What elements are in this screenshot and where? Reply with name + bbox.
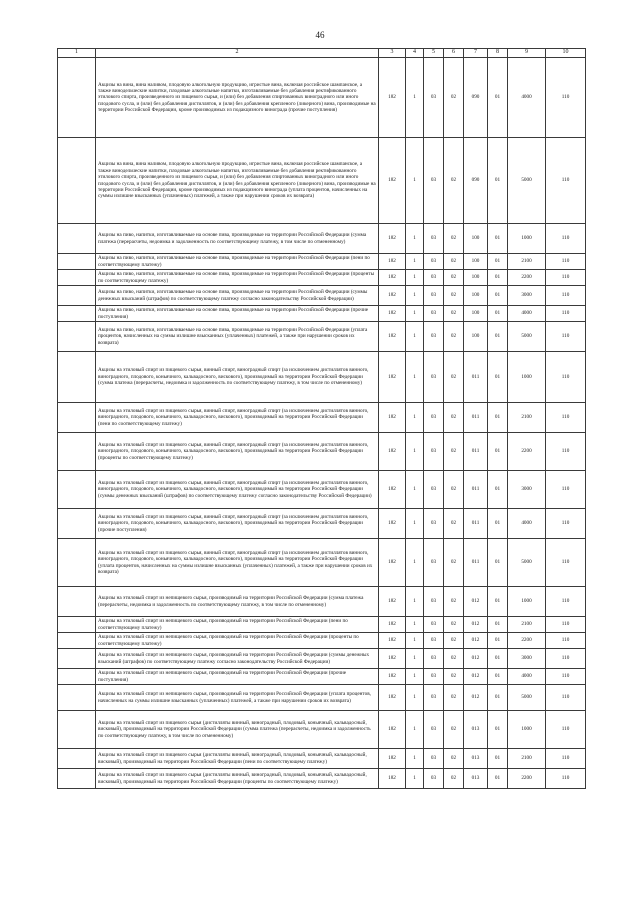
row-number-cell bbox=[58, 270, 96, 286]
code-cell: 012 bbox=[464, 633, 488, 649]
code-cell: 1 bbox=[406, 471, 424, 509]
table-row bbox=[58, 471, 586, 509]
code-cell: 02 bbox=[444, 749, 464, 769]
code-cell: 03 bbox=[424, 769, 444, 789]
code-cell: 110 bbox=[546, 711, 586, 749]
code-cell: 110 bbox=[546, 224, 586, 254]
code-cell: 2100 bbox=[508, 403, 546, 433]
code-cell: 1 bbox=[406, 403, 424, 433]
code-cell: 182 bbox=[379, 58, 406, 138]
code-cell: 03 bbox=[424, 749, 444, 769]
code-cell: 01 bbox=[488, 403, 508, 433]
code-cell: 2200 bbox=[508, 769, 546, 789]
income-description-cell: Акцизы на этиловый спирт из пищевого сырья, винный спирт, виноградный спирт (за исключением дистиллятов винного, виноградного, плодового, коньячного, кальвадосного, вискового), производимый на территории Российской Федерации (пени по соответствующему платежу) bbox=[96, 403, 379, 433]
code-cell: 02 bbox=[444, 649, 464, 669]
code-cell: 013 bbox=[464, 749, 488, 769]
row-number-cell bbox=[58, 669, 96, 685]
code-cell: 012 bbox=[464, 685, 488, 711]
row-number-cell bbox=[58, 433, 96, 471]
income-description-cell: Акцизы на этиловый спирт из пищевого сырья (дистилляты винный, виноградный, плодовый, коньячный, кальвадосный, висковый), производимый на территории Российской Федерации (пени по соответствующему платежу) bbox=[96, 749, 379, 769]
code-cell: 01 bbox=[488, 286, 508, 306]
code-cell: 100 bbox=[464, 224, 488, 254]
column-number: 5 bbox=[424, 49, 444, 58]
code-cell: 1 bbox=[406, 539, 424, 587]
code-cell: 03 bbox=[424, 633, 444, 649]
code-cell: 011 bbox=[464, 352, 488, 403]
code-cell: 02 bbox=[444, 617, 464, 633]
code-cell: 03 bbox=[424, 322, 444, 352]
code-cell: 2100 bbox=[508, 749, 546, 769]
code-cell: 110 bbox=[546, 270, 586, 286]
table-row bbox=[58, 433, 586, 471]
column-number: 4 bbox=[406, 49, 424, 58]
code-cell: 4000 bbox=[508, 306, 546, 322]
code-cell: 182 bbox=[379, 306, 406, 322]
code-cell: 013 bbox=[464, 711, 488, 749]
code-cell: 02 bbox=[444, 685, 464, 711]
table-row bbox=[58, 669, 586, 685]
code-cell: 1000 bbox=[508, 224, 546, 254]
code-cell: 110 bbox=[546, 306, 586, 322]
code-cell: 2100 bbox=[508, 254, 546, 270]
row-number-cell bbox=[58, 352, 96, 403]
row-number-cell bbox=[58, 306, 96, 322]
table-row bbox=[58, 306, 586, 322]
income-description-cell: Акцизы на пиво, напитки, изготавливаемые на основе пива, производимые на территории Российской Федерации (прочие поступления) bbox=[96, 306, 379, 322]
row-number-cell bbox=[58, 633, 96, 649]
code-cell: 011 bbox=[464, 509, 488, 539]
code-cell: 03 bbox=[424, 669, 444, 685]
table-row bbox=[58, 769, 586, 789]
income-description-cell: Акцизы на этиловый спирт из пищевого сырья, винный спирт, виноградный спирт (за исключением дистиллятов винного, виноградного, плодового, коньячного, кальвадосного, вискового), производимый на территории Российской Федерации (прочие поступления) bbox=[96, 509, 379, 539]
column-number: 2 bbox=[96, 49, 379, 58]
code-cell: 1 bbox=[406, 587, 424, 617]
code-cell: 110 bbox=[546, 471, 586, 509]
row-number-cell bbox=[58, 471, 96, 509]
income-description-cell: Акцизы на пиво, напитки, изготавливаемые на основе пива, производимые на территории Российской Федерации (пени по соответствующему платежу) bbox=[96, 254, 379, 270]
code-cell: 03 bbox=[424, 58, 444, 138]
table-row bbox=[58, 539, 586, 587]
code-cell: 5000 bbox=[508, 138, 546, 224]
code-cell: 182 bbox=[379, 254, 406, 270]
code-cell: 3000 bbox=[508, 286, 546, 306]
code-cell: 011 bbox=[464, 539, 488, 587]
code-cell: 182 bbox=[379, 711, 406, 749]
code-cell: 182 bbox=[379, 649, 406, 669]
code-cell: 100 bbox=[464, 286, 488, 306]
table-row bbox=[58, 352, 586, 403]
code-cell: 01 bbox=[488, 649, 508, 669]
code-cell: 1 bbox=[406, 633, 424, 649]
code-cell: 03 bbox=[424, 433, 444, 471]
code-cell: 03 bbox=[424, 471, 444, 509]
code-cell: 110 bbox=[546, 649, 586, 669]
income-description-cell: Акцизы на этиловый спирт из непищевого сырья, производимый на территории Российской Федерации (уплата процентов, начисленных на суммы излишне взысканных (уплаченных) платежей, а также при нарушении сроков их возврата) bbox=[96, 685, 379, 711]
row-number-cell bbox=[58, 58, 96, 138]
code-cell: 03 bbox=[424, 539, 444, 587]
code-cell: 03 bbox=[424, 286, 444, 306]
code-cell: 02 bbox=[444, 633, 464, 649]
code-cell: 4000 bbox=[508, 669, 546, 685]
column-number: 3 bbox=[379, 49, 406, 58]
code-cell: 01 bbox=[488, 471, 508, 509]
code-cell: 02 bbox=[444, 433, 464, 471]
code-cell: 3000 bbox=[508, 649, 546, 669]
code-cell: 1 bbox=[406, 669, 424, 685]
table-row bbox=[58, 617, 586, 633]
code-cell: 110 bbox=[546, 769, 586, 789]
income-description-cell: Акцизы на этиловый спирт из непищевого сырья, производимый на территории Российской Федерации (проценты по соответствующему платежу) bbox=[96, 633, 379, 649]
column-number: 8 bbox=[488, 49, 508, 58]
table-row bbox=[58, 270, 586, 286]
column-number: 9 bbox=[508, 49, 546, 58]
table-row bbox=[58, 509, 586, 539]
code-cell: 110 bbox=[546, 286, 586, 306]
code-cell: 03 bbox=[424, 617, 444, 633]
code-cell: 03 bbox=[424, 352, 444, 403]
code-cell: 01 bbox=[488, 322, 508, 352]
code-cell: 03 bbox=[424, 138, 444, 224]
column-number: 6 bbox=[444, 49, 464, 58]
income-description-cell: Акцизы на пиво, напитки, изготавливаемые на основе пива, производимые на территории Российской Федерации (проценты по соответствующему платежу) bbox=[96, 270, 379, 286]
code-cell: 100 bbox=[464, 322, 488, 352]
code-cell: 02 bbox=[444, 509, 464, 539]
code-cell: 182 bbox=[379, 352, 406, 403]
code-cell: 110 bbox=[546, 539, 586, 587]
table-row bbox=[58, 749, 586, 769]
code-cell: 01 bbox=[488, 433, 508, 471]
row-number-cell bbox=[58, 649, 96, 669]
code-cell: 03 bbox=[424, 224, 444, 254]
code-cell: 02 bbox=[444, 306, 464, 322]
code-cell: 02 bbox=[444, 769, 464, 789]
code-cell: 03 bbox=[424, 685, 444, 711]
code-cell: 2200 bbox=[508, 633, 546, 649]
code-cell: 1 bbox=[406, 769, 424, 789]
code-cell: 100 bbox=[464, 254, 488, 270]
table-row bbox=[58, 633, 586, 649]
code-cell: 02 bbox=[444, 138, 464, 224]
code-cell: 1 bbox=[406, 224, 424, 254]
code-cell: 012 bbox=[464, 617, 488, 633]
row-number-cell bbox=[58, 224, 96, 254]
code-cell: 110 bbox=[546, 669, 586, 685]
table-header-row bbox=[58, 49, 586, 58]
row-number-cell bbox=[58, 509, 96, 539]
code-cell: 01 bbox=[488, 270, 508, 286]
code-cell: 03 bbox=[424, 509, 444, 539]
table-row bbox=[58, 254, 586, 270]
code-cell: 03 bbox=[424, 306, 444, 322]
code-cell: 182 bbox=[379, 617, 406, 633]
income-description-cell: Акцизы на этиловый спирт из непищевого сырья, производимый на территории Российской Федерации (прочие поступления) bbox=[96, 669, 379, 685]
code-cell: 011 bbox=[464, 403, 488, 433]
code-cell: 110 bbox=[546, 617, 586, 633]
table-row bbox=[58, 58, 586, 138]
code-cell: 1 bbox=[406, 254, 424, 270]
code-cell: 03 bbox=[424, 587, 444, 617]
code-cell: 03 bbox=[424, 711, 444, 749]
code-cell: 1 bbox=[406, 352, 424, 403]
table-row bbox=[58, 587, 586, 617]
code-cell: 01 bbox=[488, 633, 508, 649]
code-cell: 02 bbox=[444, 254, 464, 270]
code-cell: 182 bbox=[379, 587, 406, 617]
code-cell: 2200 bbox=[508, 270, 546, 286]
code-cell: 1 bbox=[406, 749, 424, 769]
table-row bbox=[58, 649, 586, 669]
code-cell: 110 bbox=[546, 509, 586, 539]
code-cell: 3000 bbox=[508, 471, 546, 509]
income-description-cell: Акцизы на этиловый спирт из пищевого сырья, винный спирт, виноградный спирт (за исключением дистиллятов винного, виноградного, плодового, коньячного, кальвадосного, вискового), производимый на территории Российской Федерации (сумма платежа (перерасчеты, недоимка и задолженность по соответствующему платежу, в том числе по отмененному) bbox=[96, 352, 379, 403]
table-row bbox=[58, 322, 586, 352]
code-cell: 110 bbox=[546, 749, 586, 769]
code-cell: 1000 bbox=[508, 711, 546, 749]
code-cell: 1 bbox=[406, 509, 424, 539]
code-cell: 5000 bbox=[508, 685, 546, 711]
code-cell: 03 bbox=[424, 254, 444, 270]
code-cell: 4000 bbox=[508, 509, 546, 539]
code-cell: 011 bbox=[464, 433, 488, 471]
code-cell: 02 bbox=[444, 669, 464, 685]
code-cell: 01 bbox=[488, 509, 508, 539]
table-body bbox=[58, 49, 586, 789]
code-cell: 182 bbox=[379, 769, 406, 789]
code-cell: 110 bbox=[546, 138, 586, 224]
income-description-cell: Акцизы на вина, вина наливом, плодовую алкогольную продукцию, игристые вина, включая российское шампанское, а также винодельческие напитки, плодовые алкогольные напитки, изготавливаемые без добавления ректификованного этилового спирта, произведенного из пищевого сырья, и (или) без добавления спиртованных виноградного или иного плодового сусла, и (или) без добавления дистиллятов, и (или) без добавления крепленого (ликерного) вина, производимые на территории Российской Федерации, кроме производимых из подакцизного винограда (прочие поступления) bbox=[96, 58, 379, 138]
code-cell: 110 bbox=[546, 58, 586, 138]
code-cell: 011 bbox=[464, 471, 488, 509]
row-number-cell bbox=[58, 749, 96, 769]
table-row bbox=[58, 286, 586, 306]
income-description-cell: Акцизы на этиловый спирт из пищевого сырья (дистилляты винный, виноградный, плодовый, коньячный, кальвадосный, висковый), производимый на территории Российской Федерации (проценты по соответствующему платежу) bbox=[96, 769, 379, 789]
code-cell: 110 bbox=[546, 403, 586, 433]
code-cell: 02 bbox=[444, 471, 464, 509]
code-cell: 1 bbox=[406, 649, 424, 669]
code-cell: 2200 bbox=[508, 433, 546, 471]
row-number-cell bbox=[58, 138, 96, 224]
page-number: 46 bbox=[315, 30, 325, 40]
code-cell: 1 bbox=[406, 685, 424, 711]
code-cell: 182 bbox=[379, 138, 406, 224]
code-cell: 182 bbox=[379, 633, 406, 649]
income-description-cell: Акцизы на этиловый спирт из пищевого сырья, винный спирт, виноградный спирт (за исключением дистиллятов винного, виноградного, плодового, коньячного, кальвадосного, вискового), производимый на территории Российской Федерации (проценты по соответствующему платежу) bbox=[96, 433, 379, 471]
code-cell: 182 bbox=[379, 433, 406, 471]
code-cell: 01 bbox=[488, 138, 508, 224]
code-cell: 1 bbox=[406, 617, 424, 633]
income-description-cell: Акцизы на этиловый спирт из непищевого сырья, производимый на территории Российской Федерации (суммы денежных взысканий (штрафов) по соответствующему платежу согласно законодательству Российской Федерации) bbox=[96, 649, 379, 669]
code-cell: 090 bbox=[464, 58, 488, 138]
code-cell: 182 bbox=[379, 539, 406, 587]
income-description-cell: Акцизы на пиво, напитки, изготавливаемые на основе пива, производимые на территории Российской Федерации (уплата процентов, начисленных на суммы излишне взысканных (уплаченных) платежей, а также при нарушении сроков их возврата) bbox=[96, 322, 379, 352]
code-cell: 1000 bbox=[508, 587, 546, 617]
income-description-cell: Акцизы на этиловый спирт из непищевого сырья, производимый на территории Российской Федерации (сумма платежа (перерасчеты, недоимка и задолженность по соответствующему платежу, в том числе по отмененному) bbox=[96, 587, 379, 617]
income-description-cell: Акцизы на пиво, напитки, изготавливаемые на основе пива, производимые на территории Российской Федерации (сумма платежа (перерасчеты, недоимка и задолженность по соответствующему платежу, в том числе по отмененному) bbox=[96, 224, 379, 254]
code-cell: 182 bbox=[379, 224, 406, 254]
code-cell: 02 bbox=[444, 539, 464, 587]
code-cell: 02 bbox=[444, 711, 464, 749]
code-cell: 012 bbox=[464, 669, 488, 685]
code-cell: 01 bbox=[488, 224, 508, 254]
column-number: 10 bbox=[546, 49, 586, 58]
code-cell: 1000 bbox=[508, 352, 546, 403]
code-cell: 03 bbox=[424, 649, 444, 669]
income-description-cell: Акцизы на этиловый спирт из пищевого сырья (дистилляты винный, виноградный, плодовый, коньячный, кальвадосный, висковый), производимый на территории Российской Федерации (сумма платежа (перерасчеты, недоимка и задолженность по соответствующему платежу, в том числе по отмененному) bbox=[96, 711, 379, 749]
code-cell: 1 bbox=[406, 58, 424, 138]
code-cell: 01 bbox=[488, 749, 508, 769]
income-description-cell: Акцизы на этиловый спирт из пищевого сырья, винный спирт, виноградный спирт (за исключением дистиллятов винного, виноградного, плодового, коньячного, кальвадосного, вискового), производимый на территории Российской Федерации (суммы денежных взысканий (штрафов) по соответствующему платежу согласно законодательству Российской Федерации) bbox=[96, 471, 379, 509]
code-cell: 02 bbox=[444, 270, 464, 286]
code-cell: 01 bbox=[488, 352, 508, 403]
code-cell: 182 bbox=[379, 749, 406, 769]
code-cell: 182 bbox=[379, 669, 406, 685]
code-cell: 110 bbox=[546, 322, 586, 352]
table-row bbox=[58, 711, 586, 749]
code-cell: 02 bbox=[444, 322, 464, 352]
code-cell: 182 bbox=[379, 471, 406, 509]
code-cell: 01 bbox=[488, 306, 508, 322]
code-cell: 182 bbox=[379, 685, 406, 711]
code-cell: 02 bbox=[444, 286, 464, 306]
row-number-cell bbox=[58, 711, 96, 749]
code-cell: 01 bbox=[488, 58, 508, 138]
code-cell: 01 bbox=[488, 685, 508, 711]
code-cell: 02 bbox=[444, 403, 464, 433]
income-description-cell: Акцизы на вина, вина наливом, плодовую алкогольную продукцию, игристые вина, включая российское шампанское, а также винодельческие напитки, плодовые алкогольные напитки, изготавливаемые без добавления ректификованного этилового спирта, произведенного из пищевого сырья, и (или) без добавления спиртованных виноградного или иного плодового сусла, и (или) без добавления дистиллятов, и (или) без добавления крепленого (ликерного) вина, производимые на территории Российской Федерации, кроме производимых из подакцизного винограда (уплата процентов, начисленных на суммы излишне взысканных (уплаченных) платежей, а также при нарушении сроков их возврата) bbox=[96, 138, 379, 224]
code-cell: 01 bbox=[488, 587, 508, 617]
budget-code-table bbox=[57, 48, 586, 789]
code-cell: 110 bbox=[546, 633, 586, 649]
code-cell: 182 bbox=[379, 270, 406, 286]
income-description-cell: Акцизы на этиловый спирт из непищевого сырья, производимый на территории Российской Федерации (пени по соответствующему платежу) bbox=[96, 617, 379, 633]
code-cell: 01 bbox=[488, 254, 508, 270]
code-cell: 01 bbox=[488, 539, 508, 587]
code-cell: 03 bbox=[424, 403, 444, 433]
code-cell: 02 bbox=[444, 224, 464, 254]
code-cell: 01 bbox=[488, 769, 508, 789]
code-cell: 02 bbox=[444, 587, 464, 617]
code-cell: 013 bbox=[464, 769, 488, 789]
code-cell: 1 bbox=[406, 306, 424, 322]
income-description-cell: Акцизы на пиво, напитки, изготавливаемые на основе пива, производимые на территории Российской Федерации (суммы денежных взысканий (штрафов) по соответствующему платежу согласно законодательству Российской Федерации) bbox=[96, 286, 379, 306]
code-cell: 01 bbox=[488, 711, 508, 749]
code-cell: 1 bbox=[406, 138, 424, 224]
code-cell: 110 bbox=[546, 685, 586, 711]
income-description-cell: Акцизы на этиловый спирт из пищевого сырья, винный спирт, виноградный спирт (за исключением дистиллятов винного, виноградного, плодового, коньячного, кальвадосного, вискового), производимый на территории Российской Федерации (уплата процентов, начисленных на суммы излишне взысканных (уплаченных) платежей, а также при нарушении сроков их возврата) bbox=[96, 539, 379, 587]
code-cell: 1 bbox=[406, 711, 424, 749]
code-cell: 182 bbox=[379, 509, 406, 539]
code-cell: 110 bbox=[546, 433, 586, 471]
code-cell: 03 bbox=[424, 270, 444, 286]
code-cell: 01 bbox=[488, 669, 508, 685]
code-cell: 5000 bbox=[508, 322, 546, 352]
code-cell: 01 bbox=[488, 617, 508, 633]
row-number-cell bbox=[58, 769, 96, 789]
code-cell: 100 bbox=[464, 270, 488, 286]
code-cell: 090 bbox=[464, 138, 488, 224]
code-cell: 100 bbox=[464, 306, 488, 322]
code-cell: 5000 bbox=[508, 539, 546, 587]
column-number: 1 bbox=[58, 49, 96, 58]
code-cell: 02 bbox=[444, 352, 464, 403]
code-cell: 4000 bbox=[508, 58, 546, 138]
row-number-cell bbox=[58, 322, 96, 352]
row-number-cell bbox=[58, 403, 96, 433]
code-cell: 182 bbox=[379, 322, 406, 352]
code-cell: 1 bbox=[406, 286, 424, 306]
code-cell: 110 bbox=[546, 352, 586, 403]
code-cell: 02 bbox=[444, 58, 464, 138]
row-number-cell bbox=[58, 539, 96, 587]
row-number-cell bbox=[58, 685, 96, 711]
code-cell: 182 bbox=[379, 403, 406, 433]
table-row bbox=[58, 224, 586, 254]
table-row bbox=[58, 403, 586, 433]
row-number-cell bbox=[58, 587, 96, 617]
table-row bbox=[58, 138, 586, 224]
row-number-cell bbox=[58, 254, 96, 270]
code-cell: 110 bbox=[546, 254, 586, 270]
code-cell: 012 bbox=[464, 649, 488, 669]
code-cell: 2100 bbox=[508, 617, 546, 633]
code-cell: 182 bbox=[379, 286, 406, 306]
column-number: 7 bbox=[464, 49, 488, 58]
code-cell: 110 bbox=[546, 587, 586, 617]
row-number-cell bbox=[58, 286, 96, 306]
row-number-cell bbox=[58, 617, 96, 633]
code-cell: 1 bbox=[406, 322, 424, 352]
code-cell: 1 bbox=[406, 433, 424, 471]
code-cell: 1 bbox=[406, 270, 424, 286]
code-cell: 012 bbox=[464, 587, 488, 617]
table-row bbox=[58, 685, 586, 711]
